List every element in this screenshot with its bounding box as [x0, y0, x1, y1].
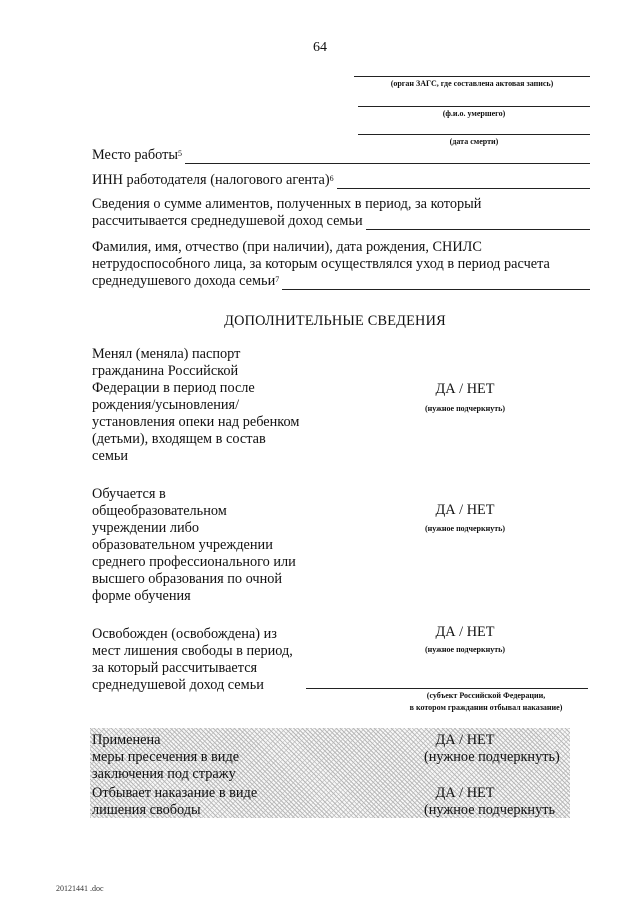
- serving-answer[interactable]: ДА / НЕТ: [435, 785, 495, 801]
- care-row: [92, 273, 590, 290]
- alimony-field[interactable]: [366, 216, 590, 230]
- page-number: 64: [313, 40, 327, 55]
- deceased-name-caption: (ф.и.о. умершего): [442, 109, 506, 118]
- released-answer[interactable]: ДА / НЕТ: [435, 624, 495, 640]
- inn-label: ИНН работодателя (налогового агента)$^6$: [92, 172, 334, 188]
- question-line: среднедушевой доход семьи: [92, 677, 264, 693]
- question-line: учреждении либо: [92, 520, 200, 536]
- question-serving: [92, 785, 352, 819]
- question-line: установления опеки над ребенком: [92, 414, 300, 430]
- question-line: Обучается в: [92, 486, 166, 502]
- question-line: Применена: [92, 732, 161, 748]
- question-line: рождения/усыновления/: [92, 397, 240, 413]
- passport-hint: (нужное подчеркнуть): [424, 404, 506, 413]
- question-line: Освобожден (освобождена) из: [92, 626, 277, 642]
- question-line: форме обучения: [92, 588, 191, 604]
- workplace-row: [92, 147, 590, 164]
- registry-office-line[interactable]: [354, 62, 590, 77]
- workplace-field[interactable]: [185, 150, 590, 164]
- inn-field[interactable]: [337, 175, 590, 189]
- education-hint: (нужное подчеркнуть): [424, 524, 506, 533]
- serving-hint: (нужное подчеркнуть: [424, 802, 556, 818]
- question-line: Федерации в период после: [92, 380, 255, 396]
- passport-answer[interactable]: ДА / НЕТ: [435, 381, 495, 397]
- question-line: лишения свободы: [92, 802, 201, 818]
- alimony-label: рассчитывается среднедушевой доход семьи: [92, 213, 363, 229]
- question-line: среднего профессионального или: [92, 554, 296, 570]
- question-released: [92, 626, 332, 694]
- detention-hint: (нужное подчеркнуть): [424, 749, 560, 765]
- question-line: заключения под стражу: [92, 766, 236, 782]
- section-title: ДОПОЛНИТЕЛЬНЫЕ СВЕДЕНИЯ: [224, 313, 446, 329]
- footer-filename: 20121441 .doc: [56, 884, 104, 893]
- inn-row: [92, 172, 590, 189]
- region-caption-2: в котором гражданин отбывал наказание): [409, 703, 563, 712]
- question-line: гражданина Российской: [92, 363, 239, 379]
- question-line: общеобразовательном: [92, 503, 227, 519]
- question-line: высшего образования по очной: [92, 571, 283, 587]
- care-label: среднедушевого дохода семьи$^7$: [92, 273, 280, 289]
- care-field[interactable]: [282, 276, 590, 290]
- region-caption-1: (субъект Российской Федерации,: [426, 691, 546, 700]
- care-line-1: Фамилия, имя, отчество (при наличии), дата рождения, СНИЛС: [92, 239, 482, 255]
- question-line: мест лишения свободы в период,: [92, 643, 293, 659]
- question-detention: [92, 732, 352, 783]
- alimony-line-1: Сведения о сумме алиментов, полученных в период, за который: [92, 196, 482, 212]
- deceased-name-line[interactable]: [358, 92, 590, 107]
- education-answer[interactable]: ДА / НЕТ: [435, 502, 495, 518]
- question-line: за который рассчитывается: [92, 660, 258, 676]
- alimony-row: [92, 213, 590, 230]
- question-line: Менял (меняла) паспорт: [92, 346, 241, 362]
- question-passport: [92, 346, 332, 465]
- question-line: семьи: [92, 448, 129, 464]
- registry-office-caption: (орган ЗАГС, где составлена актовая запись): [390, 79, 554, 88]
- region-field[interactable]: [306, 676, 588, 689]
- detention-answer[interactable]: ДА / НЕТ: [435, 732, 495, 748]
- question-line: (детьми), входящем в состав: [92, 431, 266, 447]
- question-education: [92, 486, 332, 605]
- death-date-line[interactable]: [358, 120, 590, 135]
- released-hint: (нужное подчеркнуть): [424, 645, 506, 654]
- question-line: меры пресечения в виде: [92, 749, 240, 765]
- question-line: образовательном учреждении: [92, 537, 273, 553]
- death-date-caption: (дата смерти): [449, 137, 499, 146]
- workplace-label: Место работы$^5$: [92, 147, 182, 163]
- care-line-2: нетрудоспособного лица, за которым осуществлялся уход в период расчета: [92, 256, 550, 272]
- question-line: Отбывает наказание в виде: [92, 785, 258, 801]
